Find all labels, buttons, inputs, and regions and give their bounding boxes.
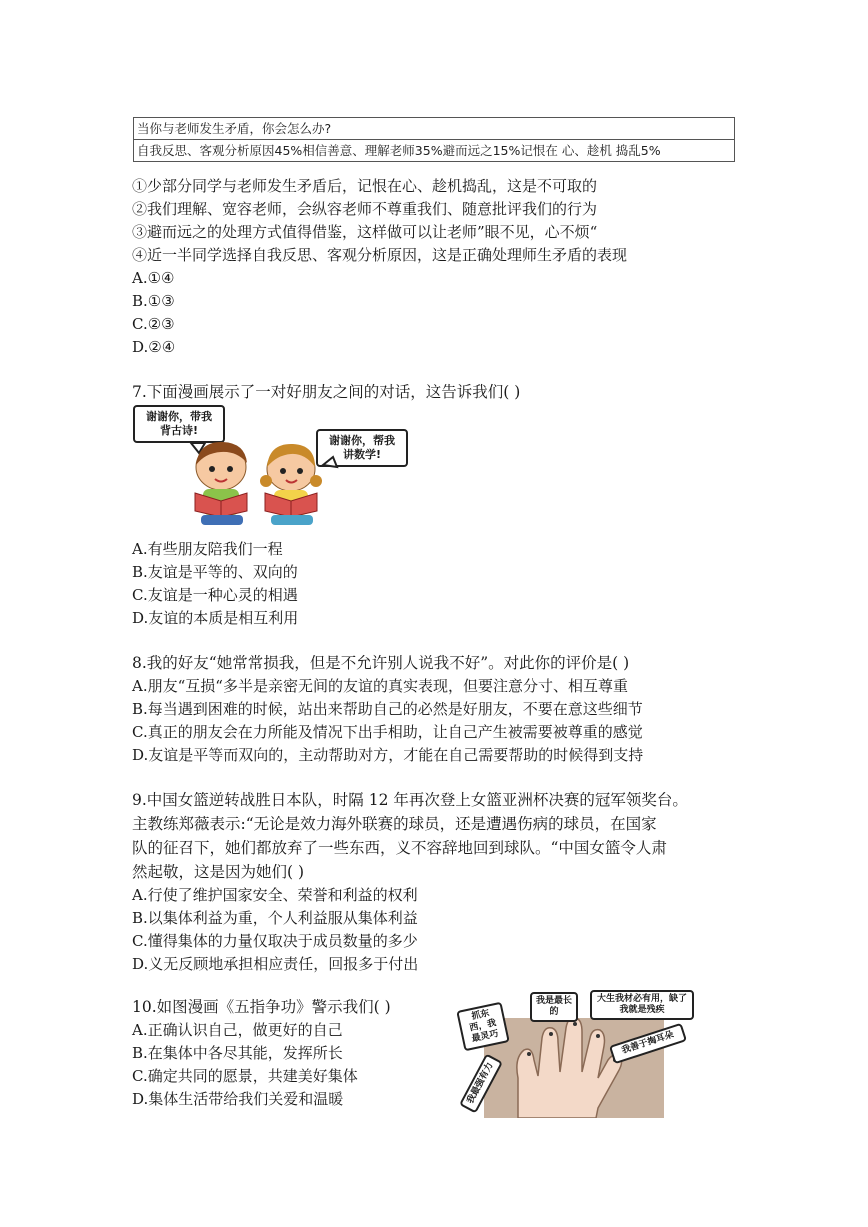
q9-option-b: B.以集体利益为重，个人利益服从集体利益 bbox=[132, 909, 418, 927]
q7-option-b: B.友谊是平等的、双向的 bbox=[132, 563, 298, 581]
q9-stem-line-4: 然起敬，这是因为她们( ) bbox=[132, 863, 305, 881]
q9-option-a: A.行使了维护国家安全、荣誉和利益的权利 bbox=[132, 886, 418, 904]
q6-option-d: D.②④ bbox=[132, 338, 176, 356]
q9-stem-line-2: 主教练郑薇表示:“无论是效力海外联赛的球员，还是遭遇伤病的球员，在国家 bbox=[132, 815, 657, 833]
finger-bubble-4: 我善于掏耳朵 bbox=[609, 1023, 687, 1065]
q8-option-b: B.每当遇到困难的时候，站出来帮助自己的必然是好朋友，不要在意这些细节 bbox=[132, 700, 643, 718]
q8-stem: 8.我的好友“她常常损我，但是不允许别人说我不好”。对此你的评价是( ) bbox=[132, 654, 630, 672]
q6-statement-3: ③避而远之的处理方式值得借鉴，这样做可以让老师”眼不见，心不烦“ bbox=[132, 223, 598, 241]
speech-bubble-right: 谢谢你，帮我讲数学! bbox=[316, 429, 408, 467]
survey-result-row: 自我反思、客观分析原因45%相信善意、理解老师35%避而远之15%记恨在 心、趁机 捣乱5% bbox=[134, 139, 734, 161]
q7-option-c: C.友谊是一种心灵的相遇 bbox=[132, 586, 298, 604]
children-reading-illustration bbox=[133, 405, 423, 530]
q6-statement-4: ④近一半同学选择自我反思、客观分析原因，这是正确处理师生矛盾的表现 bbox=[132, 246, 628, 264]
q6-option-a: A.①④ bbox=[132, 269, 175, 287]
q9-stem-line-3: 队的征召下，她们都放弃了一些东西，义不容辞地回到球队。“中国女篮令人肃 bbox=[132, 839, 667, 857]
q10-option-a: A.正确认识自己，做更好的自己 bbox=[132, 1021, 343, 1039]
q7-option-a: A.有些朋友陪我们一程 bbox=[132, 540, 283, 558]
finger-bubble-1: 抓东西，我最灵巧 bbox=[456, 1002, 510, 1052]
q6-option-c: C.②③ bbox=[132, 315, 175, 333]
q10-option-c: C.确定共同的愿景，共建美好集体 bbox=[132, 1067, 358, 1085]
q8-option-c: C.真正的朋友会在力所能及情况下出手相助，让自己产生被需要被尊重的感觉 bbox=[132, 723, 643, 741]
q6-statement-1: ①少部分同学与老师发生矛盾后，记恨在心、趁机捣乱，这是不可取的 bbox=[132, 177, 598, 195]
q7-option-d: D.友谊的本质是相互利用 bbox=[132, 609, 299, 627]
q10-option-b: B.在集体中各尽其能，发挥所长 bbox=[132, 1044, 343, 1062]
speech-bubble-left: 谢谢你，带我背古诗! bbox=[133, 405, 225, 443]
q8-option-a: A.朋友“互损“多半是亲密无间的友谊的真实表现，但要注意分寸、相互尊重 bbox=[132, 677, 628, 695]
finger-bubble-3: 大生我材必有用，缺了我就是残疾 bbox=[590, 990, 694, 1020]
five-fingers-cartoon bbox=[458, 988, 694, 1118]
q6-statement-2: ②我们理解、宽容老师，会纵容老师不尊重我们、随意批评我们的行为 bbox=[132, 200, 598, 218]
survey-question-row: 当你与老师发生矛盾，你会怎么办? bbox=[137, 121, 332, 136]
q7-stem: 7.下面漫画展示了一对好朋友之间的对话，这告诉我们( ) bbox=[132, 383, 521, 401]
q10-option-d: D.集体生活带给我们关爱和温暖 bbox=[132, 1090, 344, 1108]
friends-cartoon bbox=[133, 405, 423, 530]
q10-stem: 10.如图漫画《五指争功》警示我们( ) bbox=[132, 998, 391, 1016]
q8-option-d: D.友谊是平等而双向的，主动帮助对方，才能在自己需要帮助的时候得到支持 bbox=[132, 746, 644, 764]
finger-bubble-2: 我是最长的 bbox=[530, 992, 578, 1022]
q9-stem-line-1: 9.中国女篮逆转战胜日本队，时隔 12 年再次登上女篮亚洲杯决赛的冠军领奖台。 bbox=[132, 791, 688, 809]
finger-bubble-5: 我最强有力 bbox=[459, 1053, 503, 1113]
q6-option-b: B.①③ bbox=[132, 292, 175, 310]
survey-table bbox=[133, 117, 735, 162]
q9-option-d: D.义无反顾地承担相应责任，回报多于付出 bbox=[132, 955, 419, 973]
q9-option-c: C.懂得集体的力量仅取决于成员数量的多少 bbox=[132, 932, 418, 950]
